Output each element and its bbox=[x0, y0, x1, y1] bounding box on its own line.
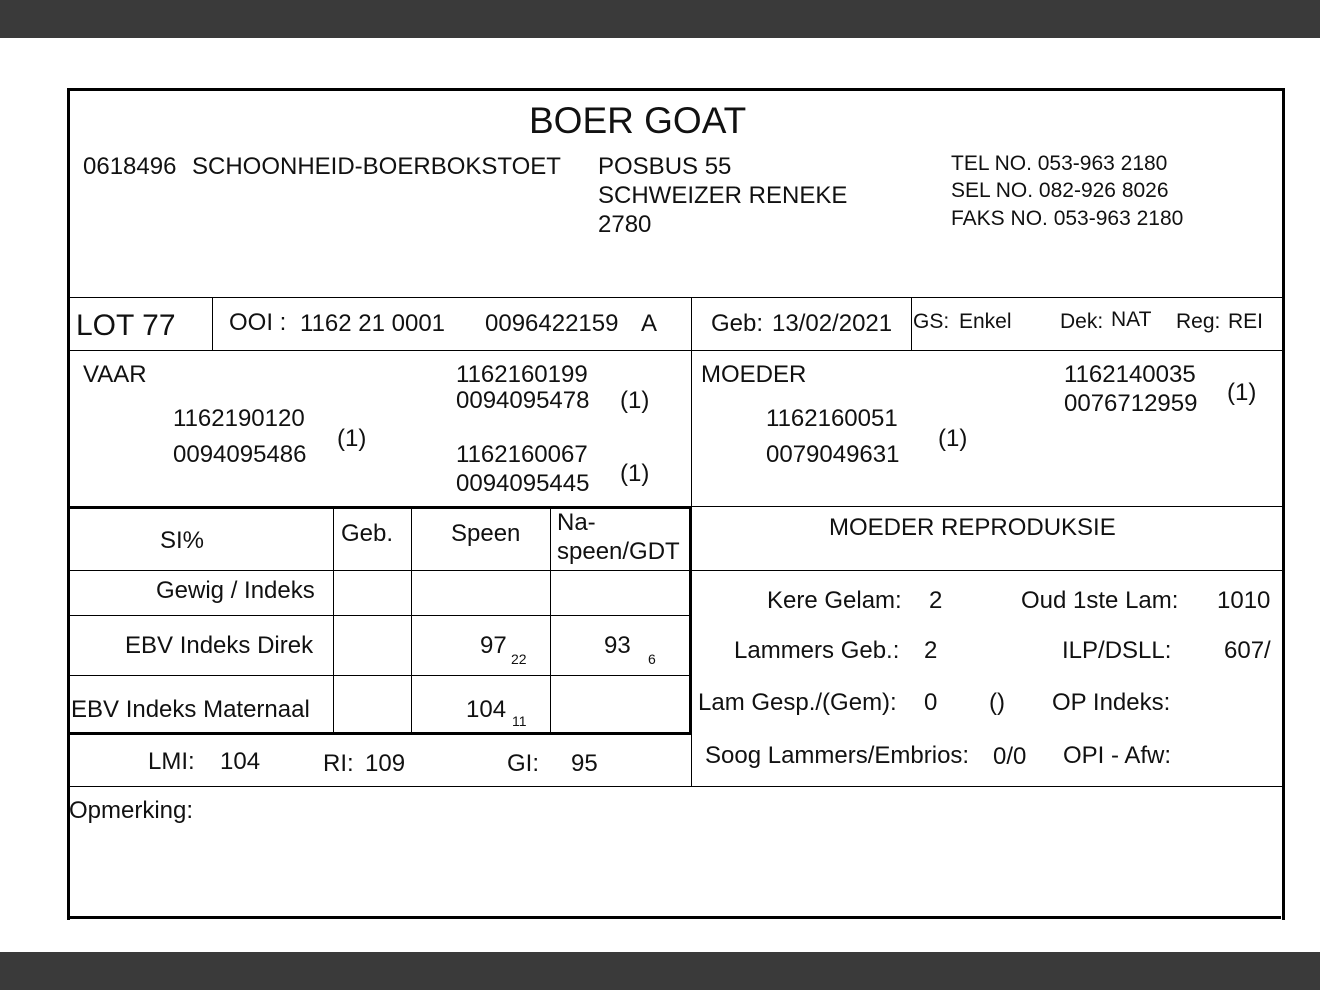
lmi-value: 104 bbox=[220, 748, 261, 775]
rule-lot-divider bbox=[212, 297, 213, 350]
ebv-col-si: SI% bbox=[160, 527, 205, 554]
op-indeks-label: OP Indeks: bbox=[1052, 689, 1171, 716]
moeder-mark: (1) bbox=[938, 425, 968, 452]
geb-date: 13/02/2021 bbox=[772, 310, 893, 337]
moeder-label: MOEDER bbox=[701, 361, 807, 388]
vaar-dam-number: 0094095445 bbox=[456, 470, 590, 497]
ebv-maternaal-speen-acc: 11 bbox=[512, 713, 527, 729]
frame-left bbox=[67, 88, 70, 920]
ebv-col-naspeen-2: speen/GDT bbox=[557, 538, 680, 565]
ooi-number: 0096422159 bbox=[485, 310, 619, 337]
rule-pedigree-right-bottom bbox=[692, 506, 1285, 507]
lmi-label: LMI: bbox=[148, 748, 195, 775]
vaar-dam-mark: (1) bbox=[620, 460, 650, 487]
moeder-sire-id: 1162140035 bbox=[1064, 361, 1196, 388]
frame-top bbox=[67, 88, 1285, 91]
ri-label: RI: bbox=[323, 750, 354, 777]
moeder-id: 1162160051 bbox=[766, 405, 898, 432]
kere-gelam-label: Kere Gelam: bbox=[767, 587, 902, 614]
sel-number: SEL NO. 082-926 8026 bbox=[951, 179, 1169, 202]
vaar-sire-mark: (1) bbox=[620, 387, 650, 414]
faks-number: FAKS NO. 053-963 2180 bbox=[951, 207, 1184, 230]
frame-right bbox=[1282, 88, 1285, 920]
tel-number: TEL NO. 053-963 2180 bbox=[951, 152, 1168, 175]
ebv-col-speen: Speen bbox=[451, 520, 521, 547]
rule-ebv-row1-bottom bbox=[67, 615, 692, 616]
address-line-3: 2780 bbox=[598, 211, 652, 238]
kere-gelam-value: 2 bbox=[929, 587, 943, 614]
reproduction-title: MOEDER REPRODUKSIE bbox=[829, 514, 1116, 541]
oud-lam-label: Oud 1ste Lam: bbox=[1021, 587, 1179, 614]
reg-label: Reg: bbox=[1176, 310, 1221, 333]
lot-number: LOT 77 bbox=[76, 309, 176, 342]
ebv-row-gewig: Gewig / Indeks bbox=[156, 577, 315, 604]
moeder-sire-number: 0076712959 bbox=[1064, 390, 1198, 417]
stud-name: SCHOONHEID-BOERBOKSTOET bbox=[192, 153, 561, 180]
ilp-label: ILP/DSLL: bbox=[1062, 637, 1172, 664]
card-title: BOER GOAT bbox=[529, 100, 747, 141]
gs-value: Enkel bbox=[959, 310, 1012, 333]
dek-value: NAT bbox=[1111, 308, 1152, 331]
rule-ebv-row3-bottom bbox=[67, 732, 692, 735]
opi-label: OPI - Afw: bbox=[1063, 742, 1172, 769]
rule-indices-bottom bbox=[67, 786, 1285, 787]
gi-label: GI: bbox=[507, 750, 540, 777]
moeder-sire-mark: (1) bbox=[1227, 379, 1257, 406]
lam-gesp-label: Lam Gesp./(Gem): bbox=[698, 689, 897, 716]
rule-ebv-col3 bbox=[550, 508, 551, 734]
vaar-sire-number: 0094095478 bbox=[456, 387, 590, 414]
rule-pedigree-left-bottom bbox=[67, 506, 692, 509]
ebv-row-maternaal: EBV Indeks Maternaal bbox=[71, 696, 310, 723]
address-line-1: POSBUS 55 bbox=[598, 153, 732, 180]
soog-value: 0/0 bbox=[993, 743, 1027, 770]
oud-lam-value: 1010 bbox=[1217, 587, 1271, 614]
reg-value: REI bbox=[1228, 310, 1264, 333]
frame-bottom bbox=[67, 916, 1281, 919]
vaar-id: 1162190120 bbox=[173, 405, 305, 432]
ooi-grade: A bbox=[641, 310, 658, 337]
gs-label: GS: bbox=[913, 310, 950, 333]
lammers-geb-value: 2 bbox=[924, 637, 938, 664]
ebv-direk-naspeen: 93 bbox=[604, 632, 631, 659]
ebv-direk-speen-acc: 22 bbox=[511, 651, 527, 667]
vaar-number: 0094095486 bbox=[173, 441, 307, 468]
ebv-col-geb: Geb. bbox=[341, 520, 394, 547]
rule-ebv-right-thick bbox=[689, 506, 692, 735]
ebv-row-direk: EBV Indeks Direk bbox=[125, 632, 314, 659]
vaar-label: VAAR bbox=[83, 361, 147, 388]
remarks-label: Opmerking: bbox=[69, 797, 194, 824]
rule-lot-bottom bbox=[67, 350, 1285, 351]
ebv-direk-speen: 97 bbox=[480, 632, 507, 659]
rule-ebv-row2-bottom bbox=[67, 675, 692, 676]
vaar-dam-id: 1162160067 bbox=[456, 441, 588, 468]
vaar-sire-id: 1162160199 bbox=[456, 361, 588, 388]
ebv-maternaal-speen: 104 bbox=[466, 696, 507, 723]
lam-gesp-value: 0 bbox=[924, 689, 938, 716]
geb-label: Geb: bbox=[711, 310, 764, 337]
ebv-col-naspeen-1: Na- bbox=[557, 509, 596, 536]
rule-geb-divider bbox=[911, 297, 912, 350]
moeder-number: 0079049631 bbox=[766, 441, 900, 468]
stud-code: 0618496 bbox=[83, 153, 177, 180]
rule-ebv-col1 bbox=[333, 508, 334, 734]
ebv-direk-naspeen-acc: 6 bbox=[648, 651, 656, 667]
lammers-geb-label: Lammers Geb.: bbox=[734, 637, 900, 664]
lam-gesp-paren: () bbox=[989, 689, 1005, 716]
address-line-2: SCHWEIZER RENEKE bbox=[598, 182, 848, 209]
gi-value: 95 bbox=[571, 750, 598, 777]
ri-value: 109 bbox=[365, 750, 406, 777]
ooi-id: 1162 21 0001 bbox=[300, 310, 446, 337]
ilp-value: 607/ bbox=[1224, 637, 1271, 664]
rule-header-bottom bbox=[67, 297, 1285, 298]
vaar-mark: (1) bbox=[337, 425, 367, 452]
rule-ebv-col2 bbox=[411, 508, 412, 734]
soog-label: Soog Lammers/Embrios: bbox=[705, 742, 970, 769]
dek-label: Dek: bbox=[1060, 310, 1104, 333]
rule-ebv-header-bottom bbox=[67, 570, 1285, 571]
ooi-label: OOI : bbox=[229, 309, 287, 336]
